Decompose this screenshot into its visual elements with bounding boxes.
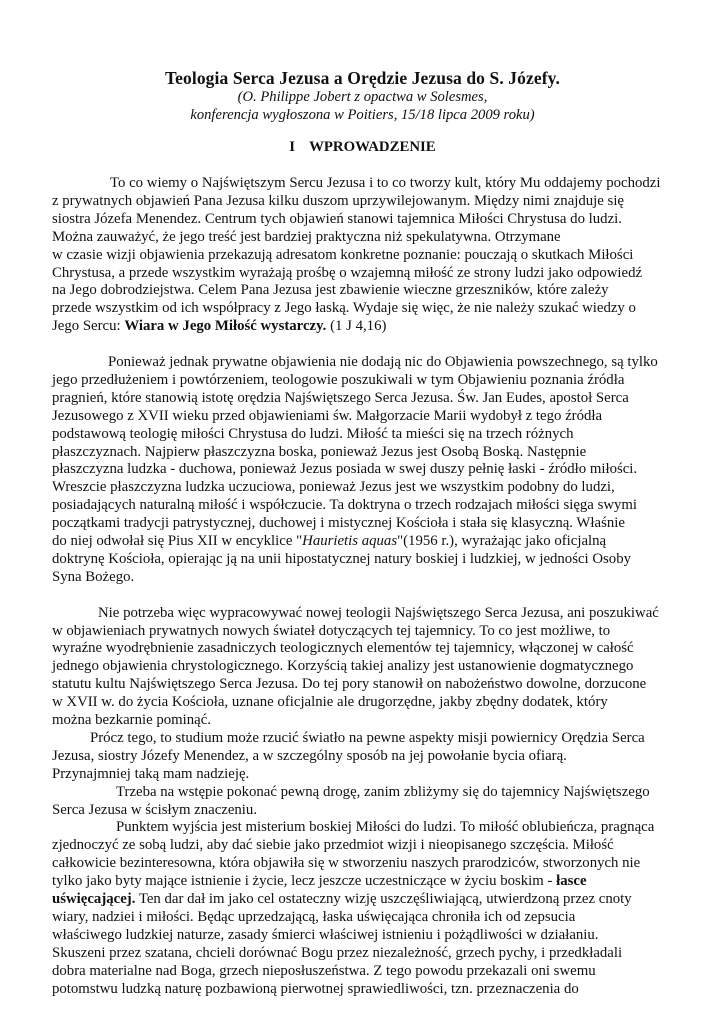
section-heading [0, 139, 725, 156]
bold-emphasis: Wiara w Jego Miłość wystarczy. [124, 318, 327, 335]
paragraph-1-line: na Jego dobrodziejstwa. Celem Pana Jezusa jest zbawienie wieczne grzeszników, które zależy [52, 282, 609, 299]
bold-emphasis: łasce [556, 873, 587, 890]
paragraph-2-line: płaszczyznach. Najpierw płaszczyzna boska, ponieważ Jezus jest Osobą Boską. Następnie [52, 443, 587, 460]
paragraph-2-line: podstawową teologię miłości Chrystusa do ludzi. Miłość ta mieści się na trzech różnych [52, 425, 574, 442]
paragraph-6-line: dobra materialne nad Boga, grzech nieposłuszeństwa. Z tego powodu przekazali oni swemu [52, 962, 596, 979]
paragraph-2-line: początkami tradycji patrystycznej, duchowej i mistycznej Kościoła i stała się klasyczną. Właśnie [52, 515, 625, 532]
paragraph-3-line: można bezkarnie pominąć. [52, 712, 211, 728]
document-subtitle-author: (O. Philippe Jobert z opactwa w Solesmes, [237, 89, 488, 105]
paragraph-2-line: płaszczyzna ludzka - duchowa, ponieważ Jezus posiada w swej duszy pełnię łaski - źródło miłości. [52, 461, 638, 478]
paragraph-4-line: Przynajmniej taką mam nadzieję. [52, 765, 250, 782]
bold-emphasis: uświęcającej. [52, 891, 136, 907]
paragraph-3-line: wyraźne wyodrębnienie zasadniczych teologicznych elementów tej tajemnicy, włączonej w całość [52, 640, 634, 657]
paragraph-1-line: z prywatnych objawień Pana Jezusa kilku duszom uprzywilejowanym. Między nimi znajduje się [52, 192, 624, 209]
paragraph-6-line: właściwego ludzkiej naturze, zasady śmierci właściwej istnieniu i pożądliwości w działaniu. [52, 926, 599, 943]
paragraph-6-line: całkowicie bezinteresowna, która objawiła się w stworzeniu naszych prarodziców, stworzonych nie [52, 855, 641, 872]
paragraph-4-line: Jezusa, siostry Józefy Menendez, a w szczególny sposób na jej powołanie bycia ofiarą. [52, 747, 567, 764]
paragraph-2-line: doktrynę Kościoła, opierając ją na unii hipostatycznej natury boskiej i ludzkiej, w jedności Osoby [52, 550, 631, 567]
section-number: I [289, 139, 296, 155]
paragraph-3-line: w objawieniach prywatnych nowych świateł dotyczących tej tajemnicy. To co jest możliwe, to [52, 622, 611, 639]
text-run: tylko jako byty mające istnienie i życie, lecz jeszcze uczestniczące w życiu boskim - [52, 873, 557, 890]
paragraph-1-line: Można zauważyć, że jego treść jest bardziej praktyczna niż spekulatywna. Otrzymane [52, 228, 561, 245]
paragraph-1-line: To co wiemy o Najświętszym Sercu Jezusa i to co tworzy kult, który Mu oddajemy pochodzi [110, 175, 661, 191]
paragraph-4-line: Prócz tego, to studium może rzucić światło na pewne aspekty misji powiernicy Orędzia Serca [90, 729, 645, 746]
paragraph-6-line [52, 891, 632, 909]
paragraph-6-line: zjednoczyć ze sobą ludzi, aby dać siebie jako przedmiot wizji i nieopisanego szczęścia. Miłość [52, 837, 614, 854]
paragraph-3-line: jednego objawienia chrystologicznego. Korzyścią takiej analizy jest ustanowienie dogmatycznego [52, 658, 634, 675]
paragraph-6-line: Punktem wyjścia jest misterium boskiej Miłości do ludzi. To miłość oblubieńcza, pragnąca [116, 819, 655, 836]
paragraph-2-line: Wreszcie płaszczyzna ludzka uczuciowa, ponieważ Jezus jest we wszystkim podobny do ludzi, [52, 479, 615, 496]
paragraph-3-line: Nie potrzeba więc wypracowywać nowej teologii Najświętszego Serca Jezusa, ani poszukiwać [98, 604, 659, 621]
paragraph-5-line: Trzeba na wstępie pokonać pewną drogę, zanim zbliżymy się do tajemnicy Najświętszego [116, 783, 650, 800]
paragraph-2-line: pragnień, które stanowią istotę orędzia Najświętszego Serca Jezusa. Św. Jan Eudes, apostoł Serca [52, 389, 629, 406]
paragraph-5-line: Serca Jezusa w ścisłym znaczeniu. [52, 801, 258, 818]
paragraph-3-line: statutu kultu Najświętszego Serca Jezusa. Do tej pory stanowił on nabożeństwo dowolne, dorzucone [52, 676, 647, 693]
text-run: "(1956 r.), wyrażając jako oficjalną [397, 533, 607, 549]
paragraph-6-line [52, 873, 587, 891]
paragraph-2-line: jego przedłużeniem i powtórzeniem, teologowie poszukiwali w tym Objawieniu poznania źródła [52, 371, 625, 388]
section-title: WPROWADZENIE [309, 139, 436, 155]
paragraph-2-line: Jezusowego z XVII wieku przed objawieniami św. Małgorzacie Marii wydobył z tego źródła [52, 407, 603, 424]
bible-reference: (1 J 4,16) [326, 318, 387, 335]
paragraph-1-line [52, 318, 386, 336]
paragraph-6-line: potomstwu ludzką naturę pozbawioną pierwotnej sprawiedliwości, tzn. przeznaczenia do [52, 980, 579, 997]
paragraph-6-line: Skuszeni przez szatana, chcieli dorównać Bogu przez niezależność, grzech pychy, i przedkładali [52, 944, 623, 961]
encyclical-title: Haurietis aquas [302, 533, 398, 549]
paragraph-3-line: w XVII w. do życia Kościoła, uznane oficjalnie ale drugorzędne, jakby zbędny dodatek, który [52, 694, 608, 711]
document-subtitle-conference: konferencja wygłoszona w Poitiers, 15/18 lipca 2009 roku) [190, 107, 535, 123]
text-run: Ten dar dał im jako cel ostateczny wizję uszczęśliwiającą, utwierdzoną przez cnoty [135, 891, 632, 907]
paragraph-6-line: wiary, nadziei i miłości. Będąc uprzedzającą, łaska uświęcająca chroniła ich od zepsucia [52, 908, 576, 925]
paragraph-2-line: Ponieważ jednak prywatne objawienia nie dodają nic do Objawienia powszechnego, są tylko [108, 354, 658, 370]
text-run: Jego Sercu: [52, 318, 125, 335]
text-run: do niej odwołał się Pius XII w encyklice " [52, 533, 303, 549]
paragraph-2-line: Syna Bożego. [52, 568, 135, 585]
paragraph-1-line: przede wszystkim od ich współpracy z Jego łaską. Wydaje się więc, że nie należy szukać wiedzy o [52, 300, 636, 317]
paragraph-1-line: w czasie wizji objawienia przekazują adresatom konkretne poznanie: pouczają o skutkach Miłości [52, 246, 634, 263]
paragraph-1-line: siostra Józefa Menendez. Centrum tych objawień stanowi tajemnica Miłości Chrystusa do ludzi. [52, 210, 622, 227]
paragraph-2-line: posiadających naturalną miłość i współczucie. Ta doktryna o trzech rodzajach miłości sięga swymi [52, 497, 638, 514]
paragraph-2-line [52, 533, 606, 551]
paragraph-1-line: Chrystusa, a przede wszystkim wyrażają prośbę o wzajemną miłość ze strony ludzi jako odpowiedź [52, 264, 643, 281]
document-title: Teologia Serca Jezusa a Orędzie Jezusa do S. Józefy. [164, 68, 561, 88]
